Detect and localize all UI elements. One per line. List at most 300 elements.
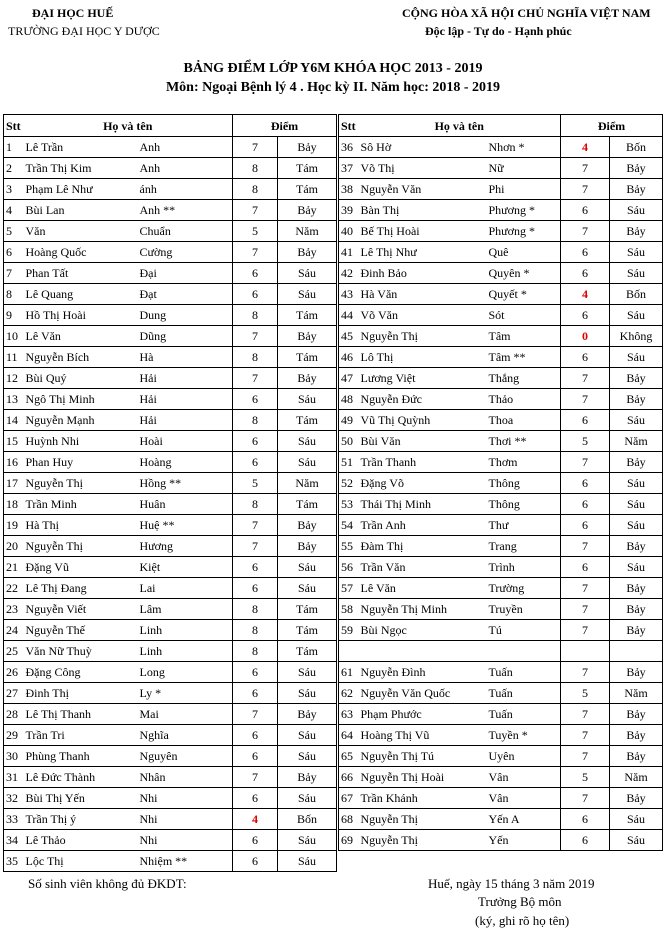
first-name: Linh xyxy=(138,641,233,662)
last-name: Bế Thị Hoài xyxy=(359,221,487,242)
row-number: 20 xyxy=(4,536,24,557)
score-value: 6 xyxy=(561,263,610,284)
table-row xyxy=(339,809,663,830)
score-word: Không xyxy=(610,326,663,347)
score-value xyxy=(561,641,610,662)
score-word: Sáu xyxy=(278,557,337,578)
footer-signer: Trưởng Bộ môn xyxy=(478,894,562,909)
table-row xyxy=(4,851,337,872)
score-value: 6 xyxy=(561,809,610,830)
row-number: 68 xyxy=(339,809,359,830)
page-title: BẢNG ĐIỂM LỚP Y6M KHÓA HỌC 2013 - 2019 xyxy=(183,61,483,76)
first-name: Anh xyxy=(138,158,233,179)
last-name: Trần Thanh xyxy=(359,452,487,473)
first-name: Hồng ** xyxy=(138,473,233,494)
school-name: TRƯỜNG ĐẠI HỌC Y DƯỢC xyxy=(8,24,160,38)
row-number: 28 xyxy=(4,704,24,725)
score-word: Sáu xyxy=(278,263,337,284)
score-value: 6 xyxy=(233,746,278,767)
table-row xyxy=(339,599,663,620)
first-name: Tâm ** xyxy=(487,347,561,368)
row-number: 35 xyxy=(4,851,24,872)
score-value: 5 xyxy=(561,767,610,788)
first-name: Nhân xyxy=(138,767,233,788)
score-value: 8 xyxy=(233,599,278,620)
table-row xyxy=(339,536,663,557)
score-value: 8 xyxy=(233,410,278,431)
score-word: Bảy xyxy=(278,536,337,557)
row-number: 26 xyxy=(4,662,24,683)
score-word: Bảy xyxy=(278,242,337,263)
table-row xyxy=(4,830,337,851)
last-name: Phùng Thanh xyxy=(24,746,138,767)
score-word: Sáu xyxy=(278,452,337,473)
col-score: Điểm xyxy=(561,115,663,137)
score-word: Sáu xyxy=(610,347,663,368)
row-number: 19 xyxy=(4,515,24,536)
row-number: 8 xyxy=(4,284,24,305)
first-name: Đại xyxy=(138,263,233,284)
score-word: Bảy xyxy=(278,368,337,389)
score-word: Sáu xyxy=(278,431,337,452)
score-value: 6 xyxy=(561,305,610,326)
score-value: 7 xyxy=(561,368,610,389)
table-row xyxy=(4,200,337,221)
last-name: Lê Trần xyxy=(24,137,138,158)
col-score: Điểm xyxy=(233,115,337,137)
last-name: Nguyễn Viết xyxy=(24,599,138,620)
score-word: Sáu xyxy=(610,557,663,578)
first-name: Yến xyxy=(487,830,561,851)
first-name: Ly * xyxy=(138,683,233,704)
last-name: Nguyễn Mạnh xyxy=(24,410,138,431)
last-name: Bàn Thị xyxy=(359,200,487,221)
last-name: Võ Văn xyxy=(359,305,487,326)
score-value: 4 xyxy=(561,284,610,305)
score-value: 7 xyxy=(233,536,278,557)
first-name: Trường xyxy=(487,578,561,599)
row-number: 46 xyxy=(339,347,359,368)
last-name: Lê Thị Đang xyxy=(24,578,138,599)
score-value: 7 xyxy=(561,662,610,683)
table-row xyxy=(4,494,337,515)
score-word: Tám xyxy=(278,179,337,200)
table-row xyxy=(4,431,337,452)
score-word: Tám xyxy=(278,494,337,515)
score-word: Bảy xyxy=(610,725,663,746)
first-name: Long xyxy=(138,662,233,683)
row-number: 36 xyxy=(339,137,359,158)
score-word: Tám xyxy=(278,158,337,179)
score-value: 7 xyxy=(561,788,610,809)
first-name: ánh xyxy=(138,179,233,200)
score-word: Bảy xyxy=(610,788,663,809)
last-name: Bùi Lan xyxy=(24,200,138,221)
first-name: Dung xyxy=(138,305,233,326)
score-value: 0 xyxy=(561,326,610,347)
score-value: 8 xyxy=(233,347,278,368)
score-value: 7 xyxy=(233,326,278,347)
row-number: 9 xyxy=(4,305,24,326)
score-table-left xyxy=(3,114,337,872)
first-name: Uyên xyxy=(487,746,561,767)
score-value: 6 xyxy=(561,347,610,368)
row-number: 62 xyxy=(339,683,359,704)
row-number: 39 xyxy=(339,200,359,221)
score-word: Sáu xyxy=(610,263,663,284)
first-name: Anh xyxy=(138,137,233,158)
last-name: Lê Văn xyxy=(24,326,138,347)
row-number: 13 xyxy=(4,389,24,410)
score-value: 6 xyxy=(561,830,610,851)
first-name: Nghĩa xyxy=(138,725,233,746)
last-name: Nguyễn Văn Quốc xyxy=(359,683,487,704)
score-value: 6 xyxy=(233,851,278,872)
row-number: 11 xyxy=(4,347,24,368)
last-name: Trần Anh xyxy=(359,515,487,536)
row-number: 15 xyxy=(4,431,24,452)
row-number: 6 xyxy=(4,242,24,263)
table-row xyxy=(339,578,663,599)
last-name: Phan Tất xyxy=(24,263,138,284)
row-number: 27 xyxy=(4,683,24,704)
row-number: 54 xyxy=(339,515,359,536)
score-word: Bảy xyxy=(610,599,663,620)
last-name: Trần Văn xyxy=(359,557,487,578)
score-word: Sáu xyxy=(610,200,663,221)
first-name: Cường xyxy=(138,242,233,263)
score-value: 7 xyxy=(561,536,610,557)
row-number: 40 xyxy=(339,221,359,242)
row-number: 44 xyxy=(339,305,359,326)
table-row xyxy=(339,368,663,389)
score-word: Sáu xyxy=(278,725,337,746)
first-name: Hà xyxy=(138,347,233,368)
last-name: Nguyễn Thị xyxy=(24,473,138,494)
last-name: Trần Tri xyxy=(24,725,138,746)
first-name: Quê xyxy=(487,242,561,263)
last-name: Hà Thị xyxy=(24,515,138,536)
row-number: 61 xyxy=(339,662,359,683)
subject-line: Môn: Ngoại Bệnh lý 4 . Học kỳ II. Năm học: 2018 - 2019 xyxy=(165,80,501,95)
first-name: Thảo xyxy=(487,389,561,410)
first-name: Thắng xyxy=(487,368,561,389)
score-value: 7 xyxy=(561,746,610,767)
last-name: Văn Nữ Thuỳ xyxy=(24,641,138,662)
score-value: 7 xyxy=(561,389,610,410)
table-row xyxy=(339,830,663,851)
score-word: Bảy xyxy=(278,326,337,347)
last-name: Trần Minh xyxy=(24,494,138,515)
row-number: 34 xyxy=(4,830,24,851)
table-row xyxy=(4,221,337,242)
first-name: Vân xyxy=(487,788,561,809)
first-name: Anh ** xyxy=(138,200,233,221)
last-name: Thái Thị Minh xyxy=(359,494,487,515)
row-number: 59 xyxy=(339,620,359,641)
first-name: Phương * xyxy=(487,200,561,221)
score-value: 7 xyxy=(561,704,610,725)
col-stt: Stt xyxy=(4,115,24,137)
row-number: 42 xyxy=(339,263,359,284)
score-value: 6 xyxy=(233,557,278,578)
last-name: Nguyễn Đình xyxy=(359,662,487,683)
col-name: Họ và tên xyxy=(359,115,561,137)
last-name: Hà Văn xyxy=(359,284,487,305)
score-value: 6 xyxy=(561,242,610,263)
table-row xyxy=(4,599,337,620)
table-row xyxy=(4,473,337,494)
score-value: 4 xyxy=(561,137,610,158)
table-row xyxy=(339,410,663,431)
first-name: Đạt xyxy=(138,284,233,305)
score-value: 7 xyxy=(561,578,610,599)
table-row xyxy=(4,683,337,704)
score-value: 6 xyxy=(233,578,278,599)
score-value: 6 xyxy=(233,725,278,746)
score-value: 6 xyxy=(233,263,278,284)
first-name: Lai xyxy=(138,578,233,599)
row-number: 37 xyxy=(339,158,359,179)
score-word: Năm xyxy=(610,683,663,704)
row-number: 66 xyxy=(339,767,359,788)
first-name: Hoài xyxy=(138,431,233,452)
last-name: Trần Thị ý xyxy=(24,809,138,830)
footer-date: Huế, ngày 15 tháng 3 năm 2019 xyxy=(428,876,595,891)
score-word: Bốn xyxy=(278,809,337,830)
table-row xyxy=(339,326,663,347)
table-row xyxy=(4,179,337,200)
table-row xyxy=(339,284,663,305)
last-name: Lê Thảo xyxy=(24,830,138,851)
last-name: Lô Thị xyxy=(359,347,487,368)
table-row xyxy=(339,452,663,473)
score-value: 7 xyxy=(561,179,610,200)
first-name: Dũng xyxy=(138,326,233,347)
score-value: 7 xyxy=(561,725,610,746)
first-name: Thơm xyxy=(487,452,561,473)
col-stt: Stt xyxy=(339,115,359,137)
row-number: 50 xyxy=(339,431,359,452)
last-name: Lê Đức Thành xyxy=(24,767,138,788)
first-name: Tâm xyxy=(487,326,561,347)
score-value: 6 xyxy=(233,389,278,410)
score-word: Sáu xyxy=(278,851,337,872)
table-row xyxy=(339,767,663,788)
last-name: Văn xyxy=(24,221,138,242)
score-value: 6 xyxy=(561,473,610,494)
score-value: 8 xyxy=(233,179,278,200)
score-word: Bảy xyxy=(278,767,337,788)
first-name: Linh xyxy=(138,620,233,641)
score-value: 7 xyxy=(233,368,278,389)
row-number: 7 xyxy=(4,263,24,284)
score-word: Bảy xyxy=(610,536,663,557)
first-name: Thông xyxy=(487,473,561,494)
score-value: 6 xyxy=(233,830,278,851)
score-table-right xyxy=(338,114,663,851)
score-word: Bảy xyxy=(610,662,663,683)
row-number: 5 xyxy=(4,221,24,242)
first-name: Hoàng xyxy=(138,452,233,473)
score-value: 7 xyxy=(233,515,278,536)
last-name: Trần Khánh xyxy=(359,788,487,809)
last-name: Nguyễn Thị xyxy=(359,326,487,347)
first-name: Thư xyxy=(487,515,561,536)
table-row xyxy=(4,326,337,347)
row-number xyxy=(339,641,359,662)
score-word: Bảy xyxy=(610,746,663,767)
score-word: Sáu xyxy=(610,305,663,326)
last-name: Đinh Thị xyxy=(24,683,138,704)
first-name: Hải xyxy=(138,410,233,431)
first-name: Nguyên xyxy=(138,746,233,767)
row-number: 52 xyxy=(339,473,359,494)
last-name: Bùi Ngọc xyxy=(359,620,487,641)
last-name: Đàm Thị xyxy=(359,536,487,557)
last-name: Nguyễn Thị Hoài xyxy=(359,767,487,788)
score-value: 7 xyxy=(233,200,278,221)
first-name: Phi xyxy=(487,179,561,200)
first-name: Nữ xyxy=(487,158,561,179)
score-word: Bảy xyxy=(610,620,663,641)
first-name: Mai xyxy=(138,704,233,725)
table-row xyxy=(4,452,337,473)
row-number: 2 xyxy=(4,158,24,179)
score-word: Bảy xyxy=(278,200,337,221)
row-number: 30 xyxy=(4,746,24,767)
first-name: Nhơn * xyxy=(487,137,561,158)
table-row xyxy=(4,284,337,305)
row-number: 58 xyxy=(339,599,359,620)
table-row xyxy=(339,158,663,179)
last-name: Huỳnh Nhi xyxy=(24,431,138,452)
score-word: Bảy xyxy=(610,221,663,242)
last-name: Trần Thị Kim xyxy=(24,158,138,179)
score-word: Năm xyxy=(278,473,337,494)
table-row xyxy=(339,431,663,452)
last-name: Phạm Lê Như xyxy=(24,179,138,200)
last-name: Nguyễn Thị Tú xyxy=(359,746,487,767)
score-value: 6 xyxy=(561,557,610,578)
score-value: 5 xyxy=(233,473,278,494)
university-name: ĐẠI HỌC HUẾ xyxy=(32,6,114,20)
table-row xyxy=(339,347,663,368)
row-number: 69 xyxy=(339,830,359,851)
score-word: Tám xyxy=(278,620,337,641)
table-row xyxy=(4,389,337,410)
table-row xyxy=(4,662,337,683)
row-number: 21 xyxy=(4,557,24,578)
row-number: 53 xyxy=(339,494,359,515)
first-name: Tú xyxy=(487,620,561,641)
first-name: Lâm xyxy=(138,599,233,620)
score-word: Năm xyxy=(610,767,663,788)
first-name: Thơi ** xyxy=(487,431,561,452)
last-name: Nguyễn Bích xyxy=(24,347,138,368)
row-number: 47 xyxy=(339,368,359,389)
table-row xyxy=(4,704,337,725)
row-number: 1 xyxy=(4,137,24,158)
row-number: 29 xyxy=(4,725,24,746)
score-value: 7 xyxy=(561,221,610,242)
score-value: 6 xyxy=(233,788,278,809)
table-row xyxy=(4,305,337,326)
last-name xyxy=(359,641,487,662)
last-name: Đặng Vũ xyxy=(24,557,138,578)
first-name: Hải xyxy=(138,368,233,389)
score-word: Sáu xyxy=(610,830,663,851)
score-word: Bảy xyxy=(278,515,337,536)
first-name: Nhi xyxy=(138,830,233,851)
score-value: 6 xyxy=(561,494,610,515)
first-name xyxy=(487,641,561,662)
row-number: 65 xyxy=(339,746,359,767)
score-value: 6 xyxy=(561,515,610,536)
score-value: 6 xyxy=(233,431,278,452)
table-row xyxy=(4,767,337,788)
score-word: Bảy xyxy=(610,368,663,389)
first-name: Tuyền * xyxy=(487,725,561,746)
last-name: Đặng Võ xyxy=(359,473,487,494)
score-word: Sáu xyxy=(610,494,663,515)
score-word: Bảy xyxy=(610,179,663,200)
score-value: 8 xyxy=(233,494,278,515)
first-name: Thông xyxy=(487,494,561,515)
row-number: 23 xyxy=(4,599,24,620)
row-number: 43 xyxy=(339,284,359,305)
score-word: Bảy xyxy=(610,704,663,725)
table-row xyxy=(339,200,663,221)
last-name: Võ Thị xyxy=(359,158,487,179)
col-name: Họ và tên xyxy=(24,115,233,137)
footer-note: Số sinh viên không đủ ĐKDT: xyxy=(28,876,187,891)
table-row xyxy=(339,137,663,158)
score-word: Tám xyxy=(278,305,337,326)
row-number: 63 xyxy=(339,704,359,725)
score-word: Năm xyxy=(278,221,337,242)
score-value: 6 xyxy=(233,452,278,473)
score-word: Sáu xyxy=(278,578,337,599)
table-row xyxy=(4,746,337,767)
row-number: 51 xyxy=(339,452,359,473)
first-name: Truyền xyxy=(487,599,561,620)
score-word: Sáu xyxy=(278,830,337,851)
last-name: Hoàng Thị Vũ xyxy=(359,725,487,746)
first-name: Kiệt xyxy=(138,557,233,578)
last-name: Phạm Phước xyxy=(359,704,487,725)
row-number: 16 xyxy=(4,452,24,473)
table-row xyxy=(339,179,663,200)
score-word: Sáu xyxy=(278,683,337,704)
table-row xyxy=(339,515,663,536)
table-row xyxy=(4,242,337,263)
table-row xyxy=(4,725,337,746)
table-row xyxy=(339,788,663,809)
last-name: Hồ Thị Hoài xyxy=(24,305,138,326)
score-value: 8 xyxy=(233,305,278,326)
row-number: 57 xyxy=(339,578,359,599)
table-row xyxy=(339,389,663,410)
first-name: Yến A xyxy=(487,809,561,830)
last-name: Lộc Thị xyxy=(24,851,138,872)
first-name: Trình xyxy=(487,557,561,578)
score-word: Tám xyxy=(278,410,337,431)
first-name: Chuẩn xyxy=(138,221,233,242)
row-number: 17 xyxy=(4,473,24,494)
first-name: Vân xyxy=(487,767,561,788)
last-name: Đặng Công xyxy=(24,662,138,683)
